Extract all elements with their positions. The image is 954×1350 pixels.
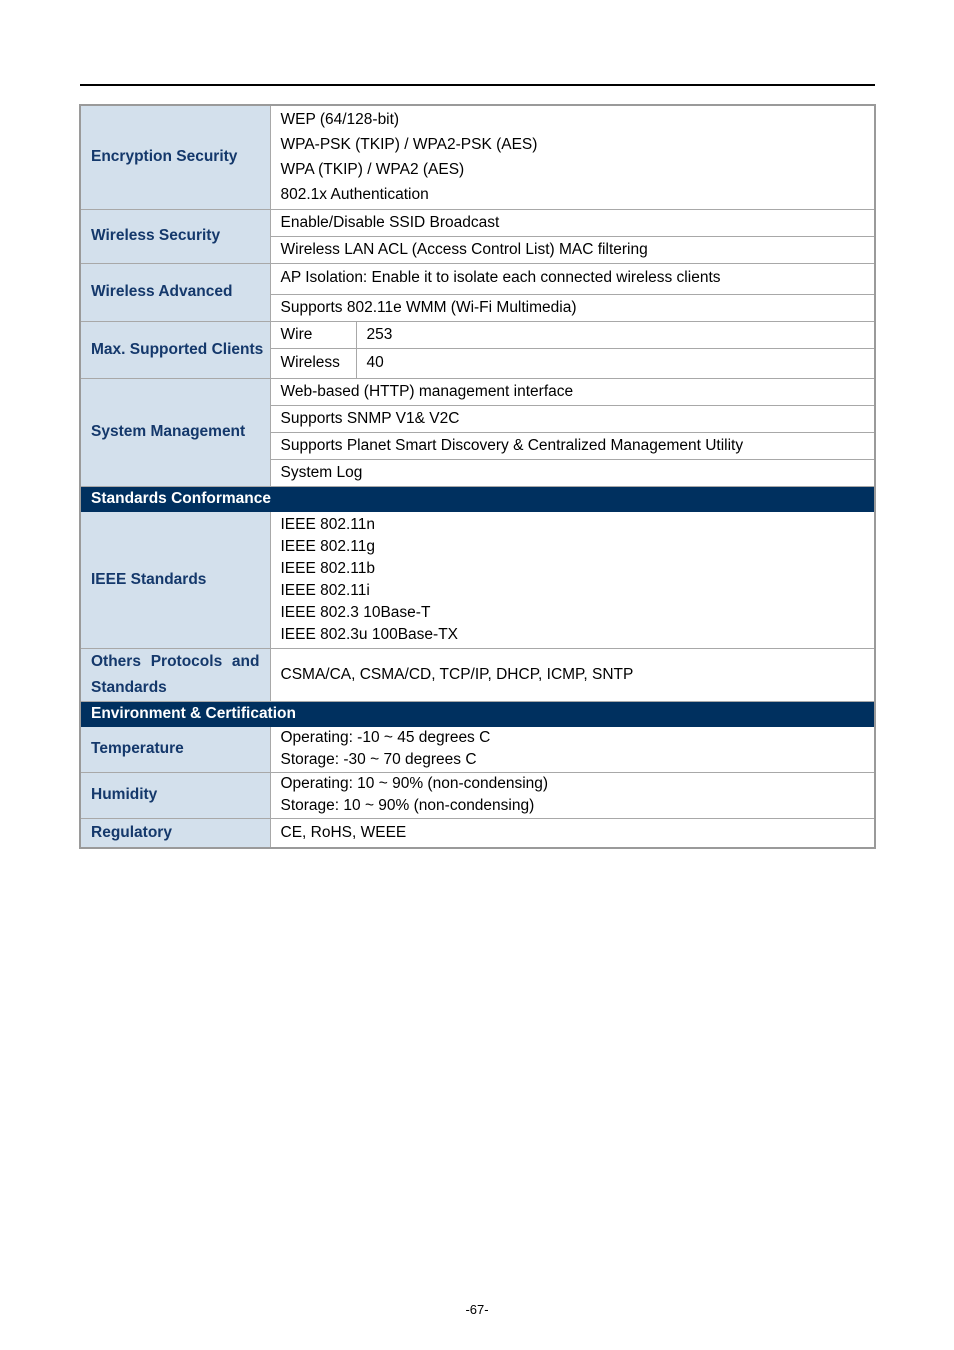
value-line: IEEE 802.11i [280, 581, 370, 599]
table-row [80, 105, 875, 209]
row-label-wireless-security: Wireless Security [80, 209, 270, 263]
table-row [80, 511, 875, 648]
table-row [80, 263, 875, 294]
label-line: Others Protocols and [91, 652, 260, 670]
row-value-ieee [270, 511, 875, 648]
section-header-standards [80, 486, 875, 511]
value-line: IEEE 802.11g [280, 537, 376, 555]
table-row [80, 726, 875, 772]
value-line: IEEE 802.3u 100Base-TX [280, 625, 459, 643]
row-value-wireless-advanced: Supports 802.11e WMM (Wi-Fi Multimedia) [270, 294, 875, 321]
row-label-system-management: System Management [80, 378, 270, 486]
row-value-temperature [270, 726, 875, 772]
client-count: 40 [356, 348, 875, 378]
spec-table [79, 104, 876, 849]
row-value-system-management: Web-based (HTTP) management interface [270, 378, 875, 405]
value-line: WEP (64/128-bit) [280, 111, 400, 129]
row-label-temperature: Temperature [80, 726, 270, 772]
row-label-ieee: IEEE Standards [80, 511, 270, 648]
table-row [80, 772, 875, 818]
row-label-max-clients: Max. Supported Clients [80, 321, 270, 378]
row-label-encryption: Encryption Security [80, 105, 270, 209]
value-line: Storage: 10 ~ 90% (non-condensing) [280, 797, 535, 814]
row-label-humidity: Humidity [80, 772, 270, 818]
value-line: WPA (TKIP) / WPA2 (AES) [280, 161, 465, 179]
table-row [80, 648, 875, 701]
row-value-humidity [270, 772, 875, 818]
value-line: IEEE 802.11n [280, 515, 376, 533]
row-value-others: CSMA/CA, CSMA/CD, TCP/IP, DHCP, ICMP, SNTP [270, 648, 875, 701]
row-value-wireless-security: Wireless LAN ACL (Access Control List) MAC filtering [270, 236, 875, 263]
value-line: WPA-PSK (TKIP) / WPA2-PSK (AES) [280, 136, 538, 154]
header-rule [80, 84, 875, 86]
section-title: Environment & Certification [80, 701, 875, 726]
row-value-wireless-security: Enable/Disable SSID Broadcast [270, 209, 875, 236]
row-value-encryption [270, 105, 875, 209]
row-value-system-management: Supports SNMP V1& V2C [270, 405, 875, 432]
client-count: 253 [356, 321, 875, 348]
section-header-environment [80, 701, 875, 726]
value-line: Operating: 10 ~ 90% (non-condensing) [280, 775, 549, 792]
row-value-regulatory: CE, RoHS, WEEE [270, 818, 875, 848]
row-value-wireless-advanced: AP Isolation: Enable it to isolate each connected wireless clients [270, 263, 875, 294]
row-label-regulatory: Regulatory [80, 818, 270, 848]
value-line: Operating: -10 ~ 45 degrees C [280, 729, 491, 746]
row-value-system-management: System Log [270, 459, 875, 486]
value-line: Storage: -30 ~ 70 degrees C [280, 751, 477, 768]
client-type: Wire [270, 321, 356, 348]
value-line: 802.1x Authentication [280, 186, 429, 204]
value-line: IEEE 802.3 10Base-T [280, 603, 431, 621]
client-type: Wireless [270, 348, 356, 378]
table-row [80, 378, 875, 405]
row-label-wireless-advanced: Wireless Advanced [80, 263, 270, 321]
page-number: -67- [465, 1302, 489, 1317]
row-label-others [80, 648, 270, 701]
table-row [80, 818, 875, 848]
label-line: Standards [91, 678, 167, 696]
value-line: IEEE 802.11b [280, 559, 376, 577]
table-row [80, 321, 875, 348]
row-value-system-management: Supports Planet Smart Discovery & Centralized Management Utility [270, 432, 875, 459]
table-row [80, 209, 875, 236]
section-title: Standards Conformance [80, 486, 875, 511]
